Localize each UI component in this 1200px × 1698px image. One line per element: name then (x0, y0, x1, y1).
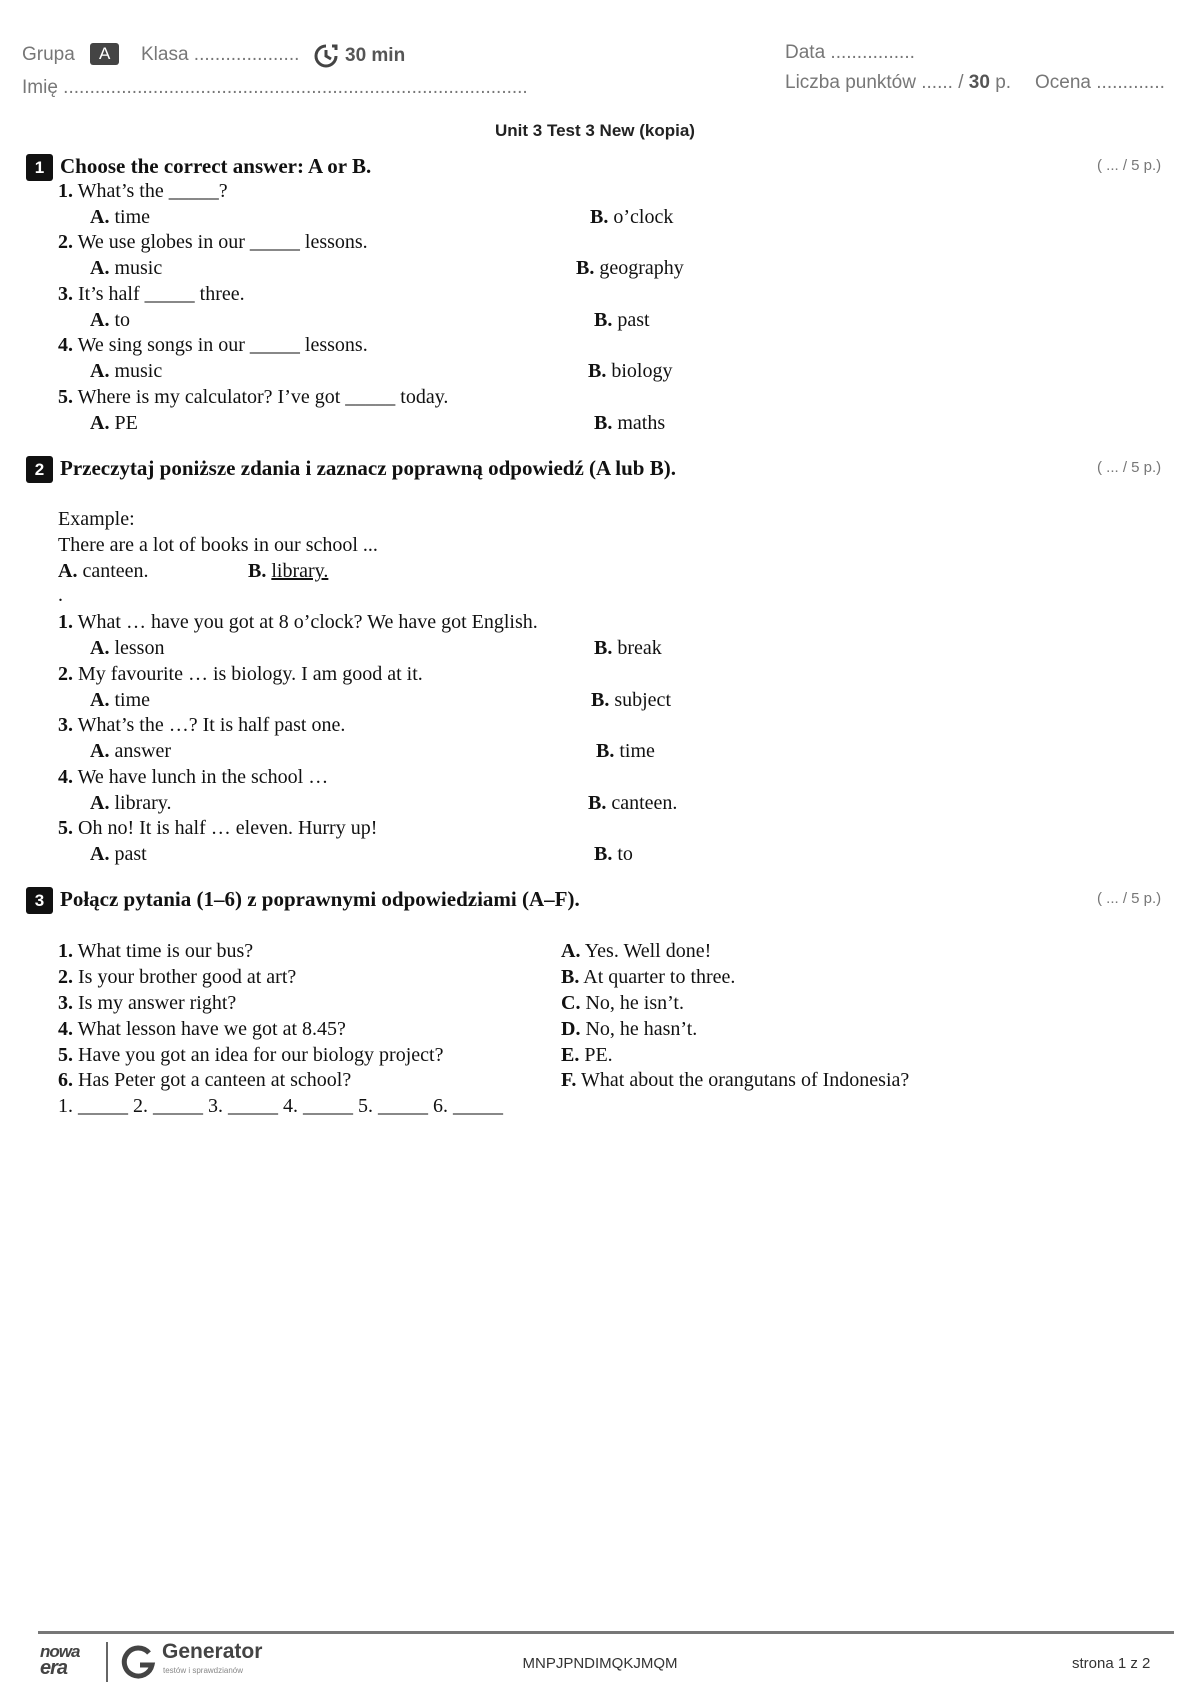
option-text: o’clock (613, 206, 674, 228)
option-2-3-b[interactable] (596, 740, 655, 763)
option-text: biology (611, 360, 673, 382)
match-answer-d (561, 1018, 697, 1041)
group-badge: A (90, 43, 119, 65)
match-answer-a (561, 940, 711, 963)
question-number: 4. (58, 766, 73, 788)
option-text: past (617, 309, 650, 331)
question-number: 6. (58, 1069, 73, 1091)
option-label: A. (58, 560, 78, 582)
option-1-1-a[interactable] (90, 206, 150, 229)
generator-tagline: testów i sprawdzianów (163, 1666, 244, 1675)
question-text: What time is our bus? (77, 940, 254, 962)
option-label: A. (90, 843, 110, 865)
document-code: MNPJPNDIMQKJMQM (522, 1655, 678, 1672)
option-label: B. (588, 792, 607, 814)
answer-text: No, he isn’t. (585, 992, 684, 1014)
answer-label: A. (561, 940, 581, 962)
logo-era-text: era (40, 1657, 68, 1679)
question-number: 2. (58, 231, 73, 253)
option-text: library. (271, 560, 329, 582)
question-number: 1. (58, 611, 73, 633)
section-1-number: 1 (26, 154, 53, 181)
match-question-1 (58, 940, 253, 963)
section-3-number: 3 (26, 887, 53, 914)
question-2-2 (58, 663, 423, 686)
question-number: 5. (58, 817, 73, 839)
section-2-points: ( ... / 5 p.) (1097, 459, 1162, 476)
option-1-3-b[interactable] (594, 309, 650, 332)
match-question-3 (58, 992, 236, 1015)
section-3-title: Połącz pytania (1–6) z poprawnymi odpowiedziami (A–F). (60, 887, 580, 911)
section-1-points: ( ... / 5 p.) (1097, 157, 1162, 174)
section-2-title: Przeczytaj poniższe zdania i zaznacz poprawną odpowiedź (A lub B). (60, 456, 676, 480)
answer-text: Yes. Well done! (584, 940, 712, 962)
option-text: subject (614, 689, 671, 711)
answer-label: F. (561, 1069, 577, 1091)
option-label: A. (90, 740, 110, 762)
match-question-2 (58, 966, 296, 989)
question-text: Has Peter got a canteen at school? (78, 1069, 352, 1091)
option-label: B. (594, 412, 613, 434)
question-number: 5. (58, 386, 73, 408)
question-number: 1. (58, 180, 73, 202)
option-label: A. (90, 309, 110, 331)
question-text: My favourite … is biology. I am good at it. (78, 663, 423, 685)
page-number: strona 1 z 2 (1072, 1655, 1151, 1672)
section-2-number: 2 (26, 456, 53, 483)
option-label: A. (90, 792, 110, 814)
option-text: break (617, 637, 662, 659)
question-text: Is your brother good at art? (78, 966, 297, 988)
match-answer-b (561, 966, 735, 989)
option-label: B. (591, 689, 610, 711)
option-text: answer (114, 740, 172, 762)
section-3-points: ( ... / 5 p.) (1097, 890, 1162, 907)
footer-divider (38, 1631, 1174, 1634)
name-field[interactable]: Imię ........................................................................................ (22, 77, 528, 98)
option-1-4-a[interactable] (90, 360, 162, 383)
answer-blanks[interactable]: 1. _____ 2. _____ 3. _____ 4. _____ 5. _____ 6. _____ (58, 1095, 503, 1117)
option-text: canteen. (611, 792, 678, 814)
option-text: library. (114, 792, 172, 814)
answer-text: PE. (584, 1044, 613, 1066)
option-text: PE (114, 412, 138, 434)
answer-label: E. (561, 1044, 580, 1066)
question-number: 3. (58, 714, 73, 736)
match-question-4 (58, 1018, 346, 1041)
option-text: lesson (114, 637, 165, 659)
question-2-3 (58, 714, 345, 737)
question-text: What lesson have we got at 8.45? (77, 1018, 346, 1040)
grade-field[interactable]: Ocena ............. (1035, 72, 1165, 93)
question-number: 3. (58, 992, 73, 1014)
option-text: time (619, 740, 655, 762)
question-number: 4. (58, 1018, 73, 1040)
answer-label: D. (561, 1018, 581, 1040)
option-label: A. (90, 257, 110, 279)
option-text: past (114, 843, 147, 865)
match-answer-c (561, 992, 684, 1015)
option-label: B. (596, 740, 615, 762)
option-1-2-a[interactable] (90, 257, 162, 280)
option-label: B. (594, 309, 613, 331)
example-label: Example: (58, 508, 135, 530)
option-2-2-a[interactable] (90, 689, 150, 712)
option-text: to (114, 309, 131, 331)
option-label: A. (90, 637, 110, 659)
option-text: music (114, 360, 163, 382)
example-option-a (58, 560, 149, 583)
example-dot: . (58, 584, 63, 606)
points-total: 30 (968, 72, 990, 93)
option-text: canteen. (82, 560, 149, 582)
option-label: A. (90, 206, 110, 228)
option-label: B. (594, 637, 613, 659)
question-text: It’s half _____ three. (78, 283, 245, 305)
option-1-4-b[interactable] (588, 360, 672, 383)
class-field[interactable]: Klasa .................... (141, 44, 300, 65)
timer-icon (313, 43, 339, 69)
option-label: B. (590, 206, 609, 228)
question-number: 2. (58, 966, 73, 988)
question-1-5 (58, 386, 448, 409)
question-2-4 (58, 766, 328, 789)
question-number: 2. (58, 663, 73, 685)
question-text: What’s the _____? (77, 180, 228, 202)
match-question-5 (58, 1044, 443, 1067)
option-label: A. (90, 689, 110, 711)
option-2-5-a[interactable] (90, 843, 147, 866)
answer-label: B. (561, 966, 580, 988)
option-text: music (114, 257, 163, 279)
question-number: 5. (58, 1044, 73, 1066)
page-title: Unit 3 Test 3 New (kopia) (495, 121, 695, 140)
question-text: We have lunch in the school … (77, 766, 329, 788)
option-text: maths (617, 412, 666, 434)
question-number: 3. (58, 283, 73, 305)
option-text: time (114, 206, 150, 228)
option-label: A. (90, 360, 110, 382)
generator-logo-text: Generator (162, 1640, 263, 1663)
option-2-1-b[interactable] (594, 637, 662, 660)
points-field (785, 72, 1011, 94)
option-label: B. (588, 360, 607, 382)
answer-text: What about the orangutans of Indonesia? (581, 1069, 910, 1091)
section-1-title: Choose the correct answer: A or B. (60, 154, 372, 178)
question-1-3 (58, 283, 245, 306)
option-1-1-b[interactable] (590, 206, 673, 229)
question-text: What … have you got at 8 o’clock? We have got English. (77, 611, 538, 633)
answer-label: C. (561, 992, 581, 1014)
option-1-5-a[interactable] (90, 412, 138, 435)
option-2-2-b[interactable] (591, 689, 671, 712)
option-label: B. (248, 560, 267, 582)
answer-text: At quarter to three. (583, 966, 736, 988)
option-2-3-a[interactable] (90, 740, 171, 763)
option-label: B. (594, 843, 613, 865)
option-2-4-b[interactable] (588, 792, 677, 815)
option-2-1-a[interactable] (90, 637, 164, 660)
match-question-6 (58, 1069, 351, 1092)
answer-text: No, he hasn’t. (585, 1018, 698, 1040)
option-label: B. (576, 257, 595, 279)
option-1-5-b[interactable] (594, 412, 665, 435)
question-text: What’s the …? It is half past one. (77, 714, 346, 736)
question-text: Oh no! It is half … eleven. Hurry up! (78, 817, 378, 839)
question-text: Have you got an idea for our biology project? (78, 1044, 444, 1066)
option-1-3-a[interactable] (90, 309, 130, 332)
logo-nowa-text: nowa (40, 1642, 80, 1661)
option-1-2-b[interactable] (576, 257, 684, 280)
example-text: There are a lot of books in our school ... (58, 534, 378, 556)
question-1-1 (58, 180, 228, 203)
option-2-5-b[interactable] (594, 843, 633, 866)
points-label: Liczba punktów ...... / (785, 72, 964, 93)
option-label: A. (90, 412, 110, 434)
question-number: 4. (58, 334, 73, 356)
question-text: Where is my calculator? I’ve got _____ today. (77, 386, 449, 408)
time-limit: 30 min (345, 45, 406, 66)
question-text: Is my answer right? (78, 992, 237, 1014)
option-text: to (617, 843, 633, 865)
example-option-b (248, 560, 328, 583)
option-2-4-a[interactable] (90, 792, 171, 815)
question-number: 1. (58, 940, 73, 962)
question-text: We sing songs in our _____ lessons. (77, 334, 368, 356)
question-2-1 (58, 611, 538, 634)
match-answer-e (561, 1044, 613, 1067)
option-text: geography (599, 257, 684, 279)
question-text: We use globes in our _____ lessons. (77, 231, 368, 253)
question-1-4 (58, 334, 368, 357)
option-text: time (114, 689, 150, 711)
question-1-2 (58, 231, 368, 254)
match-answer-f (561, 1069, 909, 1092)
question-2-5 (58, 817, 377, 840)
group-label: Grupa (22, 44, 75, 65)
points-suffix: p. (995, 72, 1012, 93)
date-field[interactable]: Data ................ (785, 42, 915, 63)
